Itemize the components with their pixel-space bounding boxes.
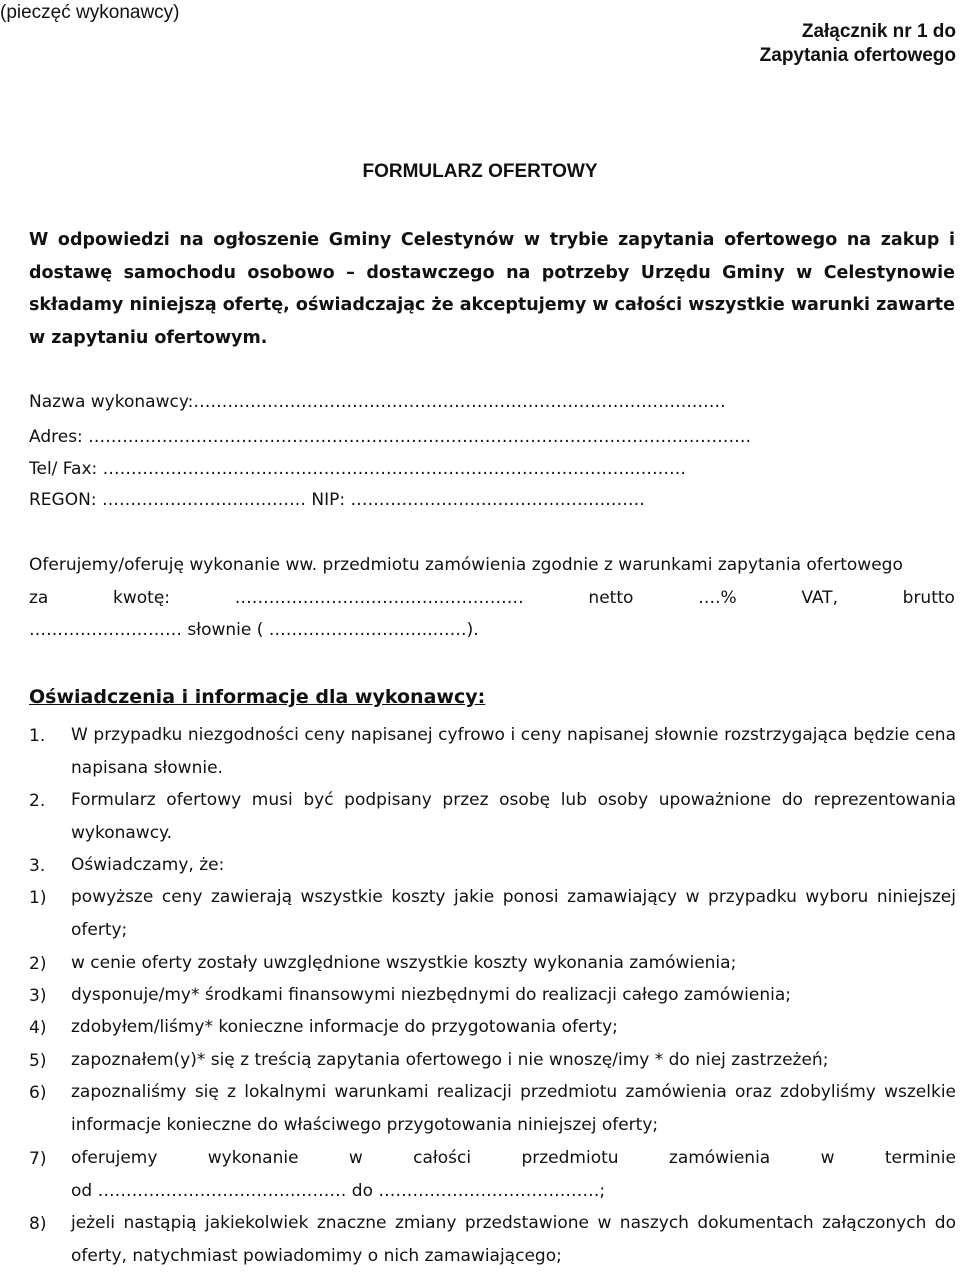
stamp-placeholder: (pieczęć wykonawcy)	[0, 2, 180, 23]
offer-word: netto	[588, 588, 634, 608]
offer-word: VAT,	[801, 588, 838, 608]
item-text: Formularz ofertowy musi być podpisany przez osobę lub osoby upoważnione do reprezentowania wykonawcy.	[71, 790, 956, 843]
term-word: oferujemy	[71, 1148, 158, 1168]
annex-line-1: Załącznik nr 1 do	[801, 21, 956, 42]
term-word: przedmiotu	[521, 1148, 619, 1168]
contractor-name-field: Nazwa wykonawcy:…………………………………………………………………………….……	[29, 392, 726, 412]
item-number: 4)	[29, 1018, 47, 1038]
term-line-2: od ……………………………..……… do …………………………………;	[71, 1180, 606, 1201]
item-number: 8)	[29, 1214, 47, 1234]
annex-label	[760, 20, 956, 68]
item-number: 3)	[29, 986, 47, 1006]
term-word: całości	[413, 1148, 472, 1168]
item-text: zapoznałem(y)* się z treścią zapytania ofertowego i nie wnoszę/imy * do niej zastrzeżeń;	[71, 1050, 829, 1070]
item-number: 1)	[29, 888, 47, 908]
term-word: w	[348, 1148, 363, 1168]
tel-fax-field: Tel/ Fax: ………………………………………………………………………………….………	[29, 459, 687, 479]
intro-paragraph: W odpowiedzi na ogłoszenie Gminy Celestynów w trybie zapytania ofertowego na zakup i dostawę samochodu osobowo – dostawczego na potrzeby Urzędu Gminy w Celestynowie składamy niniejszą ofertę, oświadczając że akceptujemy w całości wszystkie warunki zawarte w zapytaniu ofertowym.	[29, 230, 955, 348]
address-field: Adres: ………………………………………………………………………………………………………	[29, 427, 752, 447]
offer-word: ……………………………………………	[234, 588, 524, 608]
term-word: wykonanie	[207, 1148, 299, 1168]
item-text: W przypadku niezgodności ceny napisanej cyfrowo i ceny napisanej słownie rozstrzygająca będzie cena napisana słownie.	[71, 725, 956, 778]
offer-word: za	[29, 588, 49, 608]
document-title: FORMULARZ OFERTOWY	[362, 161, 598, 182]
item-number: 3.	[29, 856, 46, 876]
item-number: 2.	[29, 791, 46, 811]
annex-line-2: Zapytania ofertowego	[759, 45, 956, 66]
declarations-heading: Oświadczenia i informacje dla wykonawcy:	[29, 686, 486, 708]
offer-word: kwotę:	[113, 588, 171, 608]
offer-word: brutto	[902, 588, 955, 608]
item-number: 5)	[29, 1051, 47, 1071]
item-text: w cenie oferty zostały uwzględnione wszystkie koszty wykonania zamówienia;	[71, 953, 737, 973]
item-text: zdobyłem/liśmy* konieczne informacje do przygotowania oferty;	[71, 1017, 618, 1037]
term-word: w	[820, 1148, 835, 1168]
item-text: powyższe ceny zawierają wszystkie koszty jakie ponosi zamawiający w przypadku wyboru niniejszej oferty;	[71, 887, 956, 940]
item-text: Oświadczamy, że:	[71, 855, 225, 875]
offer-line-3: ……………………… słownie ( ………………………..……).	[29, 620, 479, 640]
item-text: dysponuje/my* środkami finansowymi niezbędnymi do realizacji całego zamówienia;	[71, 985, 791, 1005]
term-word: terminie	[884, 1148, 956, 1168]
item-text: jeżeli nastąpią jakiekolwiek znaczne zmiany przedstawione w naszych dokumentach załączonych do oferty, natychmiast powiadomimy o nich zamawiającego;	[71, 1213, 956, 1266]
item-number: 1.	[29, 726, 46, 746]
item-text: zapoznaliśmy się z lokalnymi warunkami realizacji przedmiotu zamówienia oraz zdobyliśmy wszelkie informacje konieczne do właściwego przygotowania niniejszej oferty;	[71, 1082, 956, 1135]
term-word: zamówienia	[668, 1148, 771, 1168]
item-number: 6)	[29, 1083, 47, 1103]
offer-line-1: Oferujemy/oferuję wykonanie ww. przedmiotu zamówienia zgodnie z warunkami zapytania ofertowego	[29, 555, 903, 575]
term-line-1	[71, 1142, 956, 1175]
item-number: 7)	[29, 1149, 47, 1169]
offer-word: ….%	[698, 588, 737, 608]
item-text	[71, 1142, 956, 1207]
item-number: 2)	[29, 954, 47, 974]
regon-nip-field: REGON: ……………………………… NIP: …………………….………………………	[29, 490, 645, 510]
offer-line-2	[29, 588, 955, 608]
